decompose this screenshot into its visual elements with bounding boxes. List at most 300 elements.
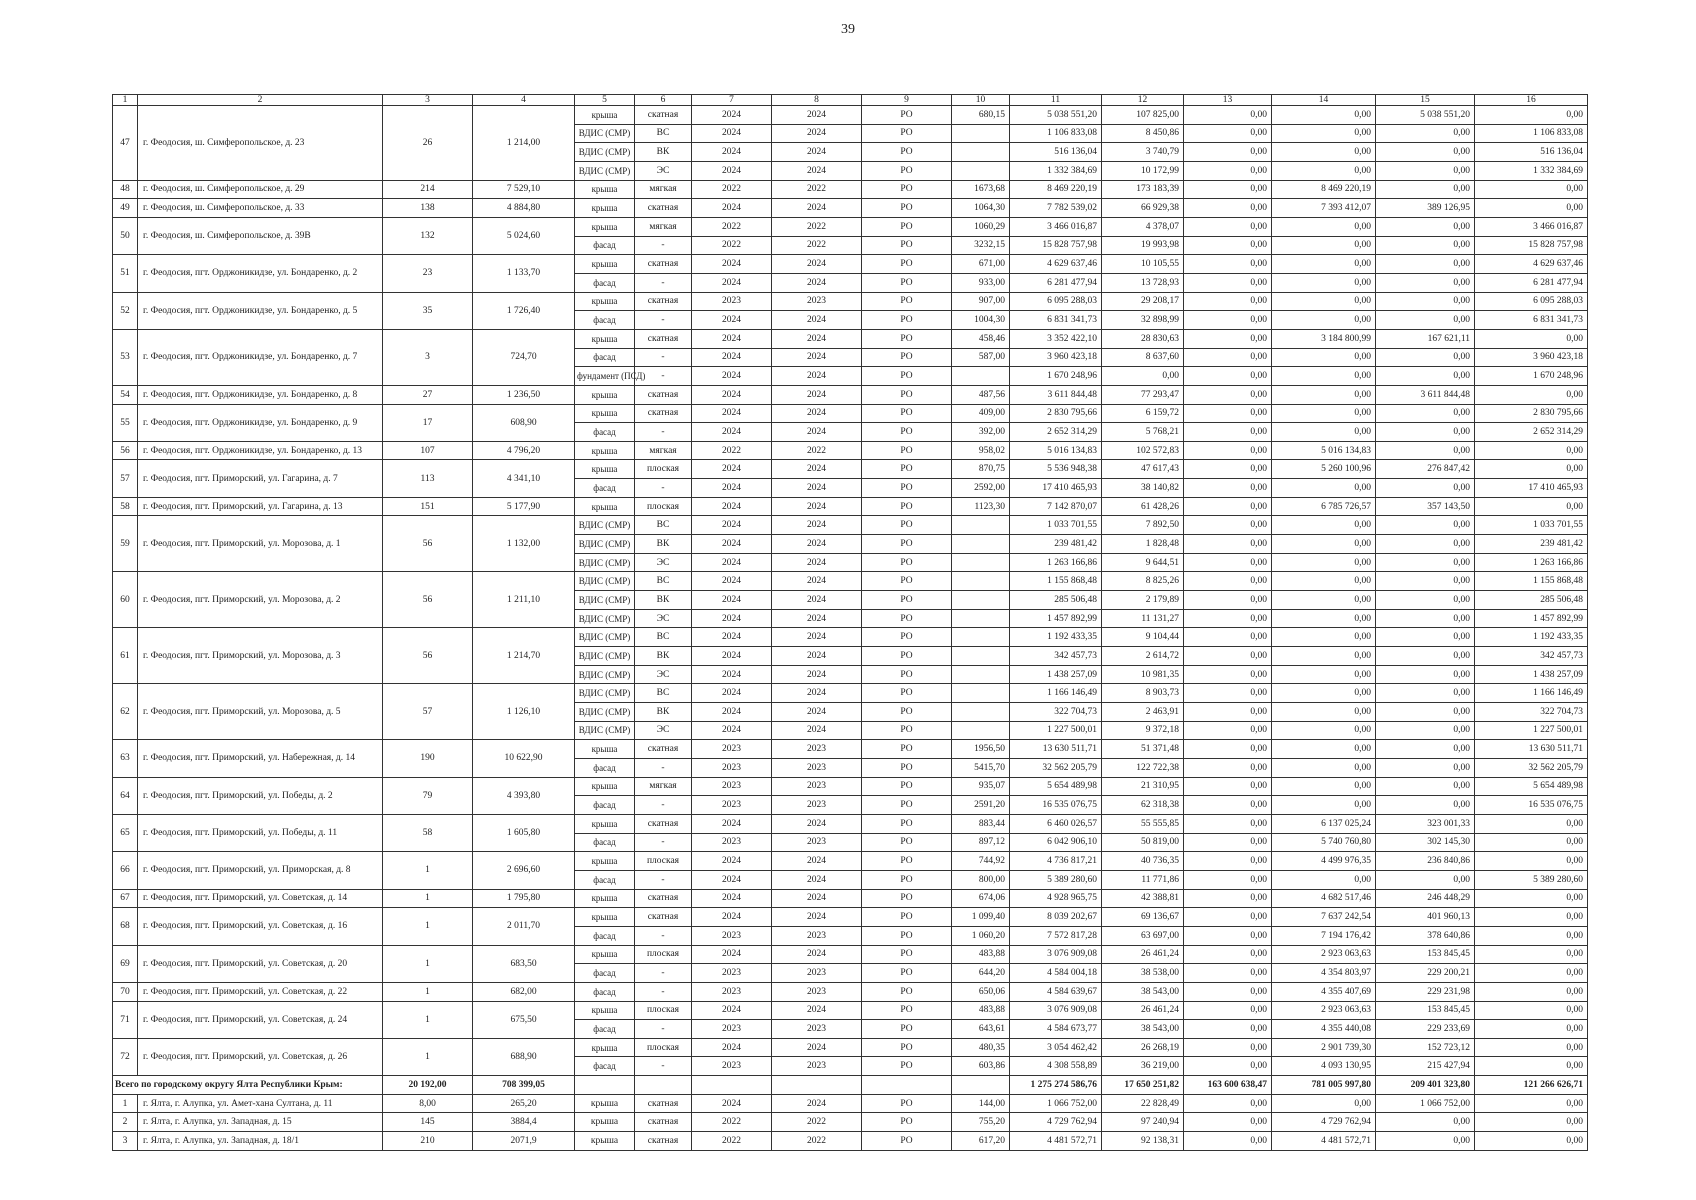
total-c13: 163 600 638,47 [1184,1076,1272,1095]
table-row [113,1038,1588,1057]
cell-col-15: 0,00 [1376,1113,1475,1132]
cell-col-4: 2071,9 [473,1132,575,1151]
cell-col-16: 0,00 [1475,460,1588,479]
cell-col-16: 0,00 [1475,199,1588,218]
cell-col-13: 0,00 [1184,740,1272,759]
cell-col-16: 1 332 384,69 [1475,161,1588,180]
cell-col-11: 6 042 906,10 [1010,833,1102,852]
cell-col-6: - [635,236,692,255]
cell-col-16: 6 831 341,73 [1475,311,1588,330]
address-cell: г. Феодосия, пгт. Приморский, ул. Советская, д. 14 [138,889,383,908]
cell-col-5: фасад [575,1020,635,1039]
cell-col-9: РО [862,1113,952,1132]
cell-col-12: 28 830,63 [1102,329,1184,348]
apartments-cell: 1 [383,945,473,982]
cell-col-7: 2024 [692,497,772,516]
cell-col-6: - [635,964,692,983]
cell-col-6: мягкая [635,180,692,199]
table-row [113,889,1588,908]
cell-col-16: 15 828 757,98 [1475,236,1588,255]
cell-col-13: 0,00 [1184,553,1272,572]
cell-col-9: РО [862,423,952,442]
cell-col-9: РО [862,870,952,889]
cell-col-5: ВДИС (СМР) [575,553,635,572]
cell-col-10: 680,15 [952,106,1010,125]
cell-col-10: 617,20 [952,1132,1010,1151]
cell-col-11: 2 830 795,66 [1010,404,1102,423]
row-number: 72 [113,1038,138,1075]
area-cell: 1 605,80 [473,814,575,851]
area-cell: 1 126,10 [473,684,575,740]
total-empty-8 [772,1076,862,1095]
cell-col-6: - [635,758,692,777]
cell-col-9: РО [862,1057,952,1076]
cell-col-11: 1 227 500,01 [1010,721,1102,740]
cell-col-5: крыша [575,404,635,423]
apartments-cell: 56 [383,572,473,628]
cell-col-14: 0,00 [1272,236,1376,255]
cell-col-11: 4 481 572,71 [1010,1132,1102,1151]
address-cell: г. Феодосия, ш. Симферопольское, д. 23 [138,106,383,181]
cell-col-12: 9 644,51 [1102,553,1184,572]
cell-col-12: 0,00 [1102,367,1184,386]
cell-col-16: 32 562 205,79 [1475,758,1588,777]
cell-col-10: 800,00 [952,870,1010,889]
cell-col-11: 1 192 433,35 [1010,628,1102,647]
cell-col-16: 1 106 833,08 [1475,124,1588,143]
cell-col-13: 0,00 [1184,777,1272,796]
cell-col-5: крыша [575,1132,635,1151]
cell-col-7: 2024 [692,591,772,610]
cell-col-12: 8 450,86 [1102,124,1184,143]
cell-col-10: 603,86 [952,1057,1010,1076]
cell-col-11: 6 831 341,73 [1010,311,1102,330]
cell-col-10: 958,02 [952,441,1010,460]
cell-col-6: скатная [635,889,692,908]
column-header: 14 [1272,95,1376,106]
row-number: 54 [113,385,138,404]
cell-col-6: ВС [635,124,692,143]
column-header: 5 [575,95,635,106]
cell-col-9: РО [862,665,952,684]
total-c12: 17 650 251,82 [1102,1076,1184,1095]
cell-col-14: 0,00 [1272,516,1376,535]
cell-col-8: 2024 [772,348,862,367]
cell-col-7: 2024 [692,684,772,703]
cell-col-7: 2024 [692,106,772,125]
cell-col-10 [952,628,1010,647]
apartments-cell: 56 [383,516,473,572]
cell-col-1: 2 [113,1113,138,1132]
cell-col-15: 167 621,11 [1376,329,1475,348]
cell-col-10: 5415,70 [952,758,1010,777]
cell-col-9: РО [862,684,952,703]
cell-col-13: 0,00 [1184,255,1272,274]
cell-col-12: 42 388,81 [1102,889,1184,908]
cell-col-11: 1 457 892,99 [1010,609,1102,628]
table-row [113,852,1588,871]
cell-col-14: 6 137 025,24 [1272,814,1376,833]
cell-col-10: 1060,29 [952,217,1010,236]
page-number: 39 [841,22,855,37]
cell-col-11: 16 535 076,75 [1010,796,1102,815]
cell-col-5: фасад [575,833,635,852]
cell-col-16: 0,00 [1475,1001,1588,1020]
address-cell: г. Феодосия, пгт. Орджоникидзе, ул. Бондаренко, д. 5 [138,292,383,329]
cell-col-11: 1 066 752,00 [1010,1094,1102,1113]
cell-col-15: 0,00 [1376,740,1475,759]
cell-col-6: ВК [635,647,692,666]
cell-col-11: 3 076 909,08 [1010,945,1102,964]
cell-col-14: 4 093 130,95 [1272,1057,1376,1076]
cell-col-3: 145 [383,1113,473,1132]
table-row [113,329,1588,348]
cell-col-9: РО [862,852,952,871]
cell-col-9: РО [862,572,952,591]
cell-col-12: 36 219,00 [1102,1057,1184,1076]
cell-col-6: мягкая [635,777,692,796]
table-row [113,572,1588,591]
cell-col-8: 2024 [772,497,862,516]
cell-col-5: фасад [575,758,635,777]
cell-col-13: 0,00 [1184,236,1272,255]
cell-col-9: РО [862,292,952,311]
address-cell: г. Феодосия, пгт. Приморский, ул. Морозова, д. 2 [138,572,383,628]
address-cell: г. Феодосия, пгт. Приморский, ул. Набережная, д. 14 [138,740,383,777]
cell-col-16: 0,00 [1475,982,1588,1001]
cell-col-10: 671,00 [952,255,1010,274]
cell-col-11: 4 736 817,21 [1010,852,1102,871]
cell-col-14: 2 923 063,63 [1272,1001,1376,1020]
cell-col-5: фасад [575,870,635,889]
cell-col-15: 0,00 [1376,124,1475,143]
cell-col-6: мягкая [635,217,692,236]
cell-col-14: 5 740 760,80 [1272,833,1376,852]
table-row [113,1001,1588,1020]
cell-col-16: 322 704,73 [1475,703,1588,722]
table-row [113,814,1588,833]
cell-col-14: 0,00 [1272,367,1376,386]
table-row [113,385,1588,404]
area-cell: 1 211,10 [473,572,575,628]
cell-col-12: 63 697,00 [1102,926,1184,945]
cell-col-12: 2 179,89 [1102,591,1184,610]
cell-col-11: 516 136,04 [1010,143,1102,162]
area-cell: 683,50 [473,945,575,982]
cell-col-11: 4 629 637,46 [1010,255,1102,274]
area-cell: 608,90 [473,404,575,441]
cell-col-16: 1 155 868,48 [1475,572,1588,591]
cell-col-13: 0,00 [1184,1113,1272,1132]
cell-col-9: РО [862,497,952,516]
column-header: 4 [473,95,575,106]
cell-col-6: - [635,479,692,498]
cell-col-2: г. Ялта, г. Алупка, ул. Западная, д. 15 [138,1113,383,1132]
cell-col-5: ВДИС (СМР) [575,143,635,162]
cell-col-5: фасад [575,479,635,498]
area-cell: 724,70 [473,329,575,385]
apartments-cell: 190 [383,740,473,777]
cell-col-8: 2024 [772,367,862,386]
cell-col-7: 2024 [692,628,772,647]
cell-col-14: 4 499 976,35 [1272,852,1376,871]
cell-col-11: 5 654 489,98 [1010,777,1102,796]
cell-col-14: 0,00 [1272,572,1376,591]
cell-col-7: 2024 [692,385,772,404]
cell-col-6: скатная [635,1094,692,1113]
area-cell: 4 393,80 [473,777,575,814]
area-cell: 688,90 [473,1038,575,1075]
cell-col-14: 4 682 517,46 [1272,889,1376,908]
cell-col-7: 2024 [692,367,772,386]
cell-col-14: 0,00 [1272,870,1376,889]
area-cell: 682,00 [473,982,575,1001]
cell-col-15: 302 145,30 [1376,833,1475,852]
cell-col-8: 2024 [772,161,862,180]
cell-col-10: 392,00 [952,423,1010,442]
table-row [113,460,1588,479]
cell-col-11: 4 584 673,77 [1010,1020,1102,1039]
cell-col-5: крыша [575,1001,635,1020]
total-c16: 121 266 626,71 [1475,1076,1588,1095]
cell-col-6: плоская [635,945,692,964]
area-cell: 675,50 [473,1001,575,1038]
cell-col-7: 2023 [692,964,772,983]
cell-col-15: 0,00 [1376,703,1475,722]
cell-col-7: 2024 [692,143,772,162]
cell-col-9: РО [862,348,952,367]
cell-col-8: 2024 [772,703,862,722]
area-cell: 2 696,60 [473,852,575,889]
cell-col-9: РО [862,385,952,404]
row-number: 68 [113,908,138,945]
cell-col-9: РО [862,703,952,722]
cell-col-12: 8 903,73 [1102,684,1184,703]
cell-col-15: 323 001,33 [1376,814,1475,833]
cell-col-6: ВС [635,628,692,647]
cell-col-5: ВДИС (СМР) [575,684,635,703]
cell-col-6: скатная [635,255,692,274]
apartments-cell: 107 [383,441,473,460]
cell-col-12: 7 892,50 [1102,516,1184,535]
cell-col-11: 1 166 146,49 [1010,684,1102,703]
table-row [113,1132,1588,1151]
address-cell: г. Феодосия, пгт. Орджоникидзе, ул. Бондаренко, д. 2 [138,255,383,292]
cell-col-16: 0,00 [1475,106,1588,125]
cell-col-11: 342 457,73 [1010,647,1102,666]
cell-col-5: ВДИС (СМР) [575,124,635,143]
cell-col-13: 0,00 [1184,516,1272,535]
cell-col-14: 4 481 572,71 [1272,1132,1376,1151]
cell-col-5: крыша [575,497,635,516]
cell-col-10 [952,553,1010,572]
cell-col-12: 47 617,43 [1102,460,1184,479]
table-header [113,95,1588,106]
cell-col-9: РО [862,814,952,833]
cell-col-9: РО [862,908,952,927]
row-number: 64 [113,777,138,814]
cell-col-8: 2024 [772,404,862,423]
cell-col-16: 1 438 257,09 [1475,665,1588,684]
cell-col-14: 0,00 [1272,348,1376,367]
cell-col-6: - [635,982,692,1001]
cell-col-14: 0,00 [1272,124,1376,143]
cell-col-8: 2024 [772,124,862,143]
cell-col-8: 2024 [772,311,862,330]
cell-col-10: 3232,15 [952,236,1010,255]
cell-col-10: 1 060,20 [952,926,1010,945]
total-empty-5 [575,1076,635,1095]
cell-col-13: 0,00 [1184,124,1272,143]
cell-col-15: 3 611 844,48 [1376,385,1475,404]
cell-col-6: - [635,870,692,889]
area-cell: 5 024,60 [473,217,575,254]
cell-col-7: 2024 [692,945,772,964]
table-row [113,199,1588,218]
apartments-cell: 113 [383,460,473,497]
row-number: 57 [113,460,138,497]
cell-col-15: 0,00 [1376,367,1475,386]
cell-col-15: 401 960,13 [1376,908,1475,927]
row-number: 47 [113,106,138,181]
cell-col-15: 0,00 [1376,665,1475,684]
cell-col-11: 4 729 762,94 [1010,1113,1102,1132]
table-row [113,1094,1588,1113]
cell-col-8: 2024 [772,535,862,554]
cell-col-10: 480,35 [952,1038,1010,1057]
cell-col-15: 0,00 [1376,609,1475,628]
cell-col-12: 107 825,00 [1102,106,1184,125]
cell-col-16: 0,00 [1475,1132,1588,1151]
cell-col-13: 0,00 [1184,367,1272,386]
cell-col-8: 2024 [772,889,862,908]
cell-col-8: 2024 [772,273,862,292]
table-row [113,292,1588,311]
cell-col-16: 0,00 [1475,441,1588,460]
row-number: 60 [113,572,138,628]
area-cell: 10 622,90 [473,740,575,777]
area-cell: 1 132,00 [473,516,575,572]
address-cell: г. Феодосия, пгт. Приморский, ул. Советская, д. 20 [138,945,383,982]
cell-col-5: ВДИС (СМР) [575,572,635,591]
cell-col-14: 0,00 [1272,684,1376,703]
cell-col-7: 2023 [692,833,772,852]
cell-col-15: 152 723,12 [1376,1038,1475,1057]
address-cell: г. Феодосия, пгт. Приморский, ул. Советская, д. 22 [138,982,383,1001]
cell-col-13: 0,00 [1184,479,1272,498]
cell-col-15: 153 845,45 [1376,945,1475,964]
total-apartments: 20 192,00 [383,1076,473,1095]
cell-col-15: 0,00 [1376,143,1475,162]
cell-col-10 [952,161,1010,180]
cell-col-6: ВК [635,535,692,554]
cell-col-13: 0,00 [1184,311,1272,330]
cell-col-6: - [635,1020,692,1039]
cell-col-5: крыша [575,852,635,871]
cell-col-5: крыша [575,889,635,908]
cell-col-9: РО [862,516,952,535]
cell-col-15: 0,00 [1376,591,1475,610]
cell-col-14: 4 355 440,08 [1272,1020,1376,1039]
cell-col-16: 0,00 [1475,1113,1588,1132]
cell-col-13: 0,00 [1184,292,1272,311]
cell-col-15: 215 427,94 [1376,1057,1475,1076]
address-cell: г. Феодосия, пгт. Приморский, ул. Победы, д. 2 [138,777,383,814]
cell-col-7: 2023 [692,982,772,1001]
cell-col-8: 2024 [772,423,862,442]
cell-col-10: 870,75 [952,460,1010,479]
cell-col-16: 1 227 500,01 [1475,721,1588,740]
cell-col-9: РО [862,1094,952,1113]
cell-col-11: 15 828 757,98 [1010,236,1102,255]
cell-col-5: фасад [575,926,635,945]
address-cell: г. Феодосия, пгт. Приморский, ул. Победы, д. 11 [138,814,383,851]
cell-col-12: 38 538,00 [1102,964,1184,983]
cell-col-9: РО [862,926,952,945]
table-row [113,777,1588,796]
cell-col-12: 26 268,19 [1102,1038,1184,1057]
row-number: 53 [113,329,138,385]
cell-col-15: 0,00 [1376,647,1475,666]
cell-col-12: 97 240,94 [1102,1113,1184,1132]
cell-col-15: 0,00 [1376,180,1475,199]
table-row [113,255,1588,274]
total-c11: 1 275 274 586,76 [1010,1076,1102,1095]
cell-col-12: 32 898,99 [1102,311,1184,330]
cell-col-8: 2024 [772,1094,862,1113]
cell-col-6: - [635,367,692,386]
cell-col-11: 3 352 422,10 [1010,329,1102,348]
cell-col-13: 0,00 [1184,572,1272,591]
cell-col-15: 0,00 [1376,553,1475,572]
cell-col-5: ВДИС (СМР) [575,516,635,535]
cell-col-13: 0,00 [1184,926,1272,945]
row-number: 63 [113,740,138,777]
cell-col-11: 5 016 134,83 [1010,441,1102,460]
cell-col-14: 2 901 739,30 [1272,1038,1376,1057]
cell-col-14: 0,00 [1272,106,1376,125]
cell-col-11: 17 410 465,93 [1010,479,1102,498]
cell-col-7: 2023 [692,796,772,815]
table-row [113,497,1588,516]
total-row [113,1076,1588,1095]
cell-col-5: крыша [575,441,635,460]
cell-col-9: РО [862,161,952,180]
cell-col-11: 8 469 220,19 [1010,180,1102,199]
cell-col-9: РО [862,124,952,143]
cell-col-10: 744,92 [952,852,1010,871]
total-empty-9 [862,1076,952,1095]
area-cell: 4 796,20 [473,441,575,460]
cell-col-12: 10 172,99 [1102,161,1184,180]
table-row [113,908,1588,927]
cell-col-5: ВДИС (СМР) [575,535,635,554]
cell-col-14: 0,00 [1272,479,1376,498]
cell-col-9: РО [862,404,952,423]
cell-col-15: 0,00 [1376,217,1475,236]
cell-col-6: скатная [635,1113,692,1132]
cell-col-5: крыша [575,329,635,348]
cell-col-8: 2024 [772,665,862,684]
cell-col-9: РО [862,1038,952,1057]
row-number: 67 [113,889,138,908]
cell-col-7: 2024 [692,311,772,330]
cell-col-5: крыша [575,814,635,833]
cell-col-13: 0,00 [1184,497,1272,516]
cell-col-10: 644,20 [952,964,1010,983]
cell-col-8: 2022 [772,1113,862,1132]
cell-col-9: РО [862,982,952,1001]
